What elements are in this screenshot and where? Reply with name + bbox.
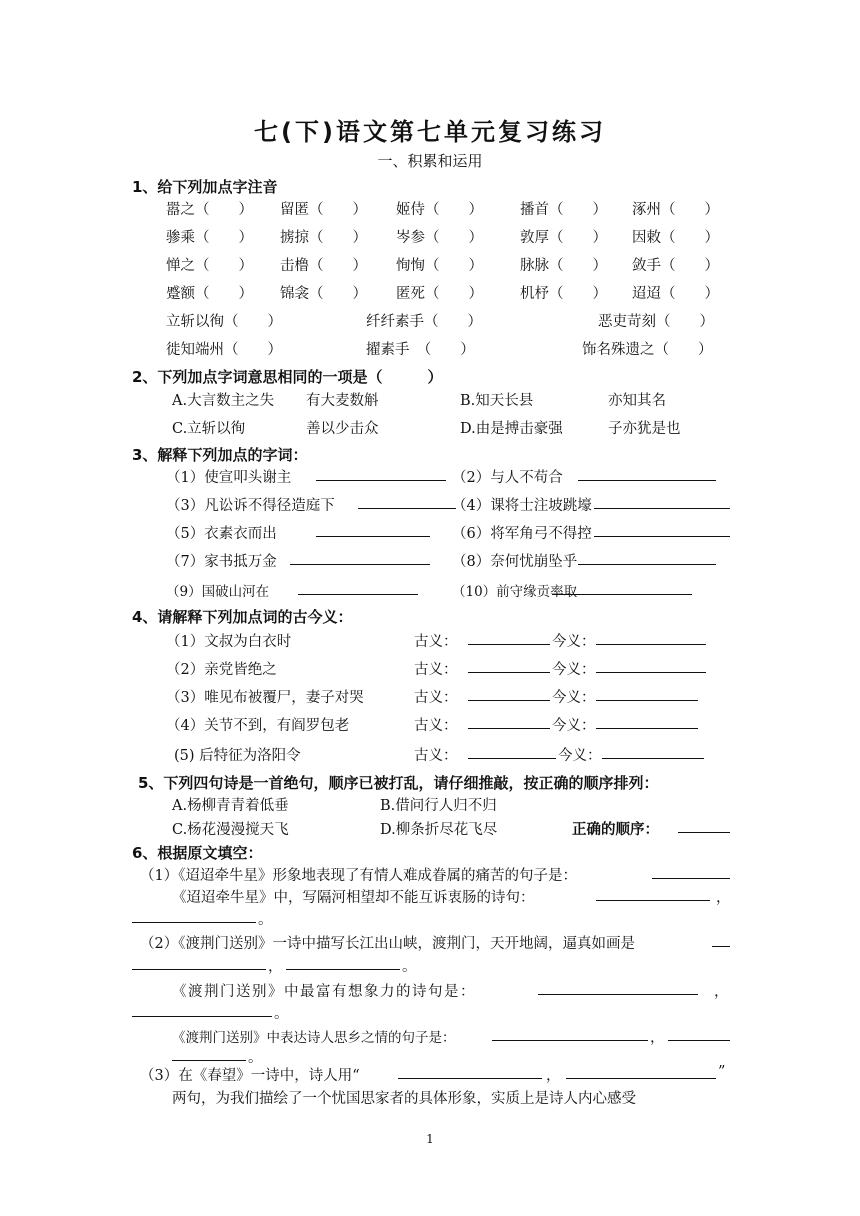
- q4-jin-blank[interactable]: [596, 630, 706, 645]
- q4-jin-label: 今义：: [552, 690, 596, 706]
- page-number: 1: [426, 1132, 434, 1146]
- q6-blank-6[interactable]: [286, 955, 400, 970]
- q6-comma-2: ，: [716, 890, 731, 906]
- q1-item: 迢迢（ ）: [632, 286, 719, 302]
- q4-item: （4）关节不到，有阎罗包老: [166, 718, 350, 734]
- q3-item: （2）与人不苟合: [452, 470, 563, 486]
- q6-blank-9[interactable]: [492, 1026, 648, 1041]
- q4-jin-blank[interactable]: [602, 744, 704, 759]
- q2-option-d: D.由是搏击豪强: [460, 421, 563, 437]
- q5-option-a: A.杨柳青青着低垂: [172, 798, 289, 814]
- q1-item: 恶吏苛刻（ ）: [598, 314, 714, 330]
- q3-answer-blank[interactable]: [578, 550, 716, 565]
- q4-jin-label: 今义：: [552, 662, 596, 678]
- q3-answer-blank[interactable]: [594, 494, 730, 509]
- q5-option-d: D.柳条折尽花飞尽: [380, 822, 498, 838]
- q6-blank-11[interactable]: [172, 1046, 246, 1061]
- q6-line-4: （2）《渡荆门送别》一诗中描写长江出山峡，渡荆门，天开地阔，逼真如画是: [140, 936, 635, 952]
- q6-blank-5[interactable]: [132, 955, 266, 970]
- q3-answer-blank[interactable]: [552, 580, 692, 595]
- q6-comma-10: ，: [546, 1068, 561, 1084]
- q3-item: （5）衣素衣而出: [166, 526, 277, 542]
- q4-jin-label: 今义：: [558, 748, 602, 764]
- q6-comma-6: ，: [714, 984, 729, 1000]
- q6-blank-8[interactable]: [132, 1002, 272, 1017]
- q4-item: (5) 后特征为洛阳令: [174, 748, 301, 764]
- q1-item: 机杼（ ）: [520, 286, 607, 302]
- q1-item: 纤纤素手（ ）: [366, 314, 482, 330]
- q1-item: 脉脉（ ）: [520, 258, 607, 274]
- q6-close-quote: ”: [718, 1064, 726, 1080]
- q1-item: 敦厚（ ）: [520, 230, 607, 246]
- q2-option-d2: 子亦犹是也: [608, 421, 681, 437]
- q6-blank-2[interactable]: [596, 886, 710, 901]
- q2-option-b2: 亦知其名: [608, 393, 666, 409]
- q5-option-b: B.借问行人归不归: [380, 798, 497, 814]
- q3-answer-blank[interactable]: [316, 466, 446, 481]
- q3-answer-blank[interactable]: [316, 522, 430, 537]
- q4-gu-blank[interactable]: [468, 714, 550, 729]
- q4-item: （3）唯见布被覆尸，妻子对哭: [166, 690, 364, 706]
- q4-gu-blank[interactable]: [468, 658, 550, 673]
- q6-blank-7[interactable]: [538, 980, 698, 995]
- q6-period-9: 。: [248, 1050, 263, 1066]
- q1-heading: 1、给下列加点字注音: [132, 178, 278, 196]
- q2-heading: 2、下列加点字词意思相同的一项是（ ）: [132, 368, 443, 386]
- q4-jin-label: 今义：: [552, 718, 596, 734]
- q6-blank-1[interactable]: [652, 864, 730, 879]
- q4-gu-label: 古义：: [414, 690, 458, 706]
- q3-item: （8）奈何忧崩坠乎: [452, 554, 578, 570]
- q3-item: （10）前守缘贡率取: [452, 584, 578, 600]
- q6-line-2: 《迢迢牵牛星》中，写隔河相望却不能互诉衷肠的诗句：: [172, 890, 535, 906]
- q2-option-a: A.大言数主之失: [172, 393, 275, 409]
- q6-line-1: （1）《迢迢牵牛星》形象地表现了有情人难成眷属的痛苦的句子是：: [140, 868, 577, 884]
- q3-heading: 3、解释下列加点的字词：: [132, 446, 308, 464]
- q6-comma-8: ，: [650, 1030, 665, 1046]
- q5-option-c: C.杨花漫漫搅天飞: [172, 822, 289, 838]
- q4-jin-label: 今义：: [552, 634, 596, 650]
- q6-period-3: 。: [258, 912, 273, 928]
- q4-heading: 4、请解释下列加点词的古今义：: [132, 608, 353, 626]
- q3-item: （4）课将士注坡跳壕: [452, 498, 592, 514]
- q1-item: 擢素手 （ ）: [366, 342, 475, 358]
- q6-blank-4[interactable]: [712, 932, 730, 947]
- q1-item: 锦衾（ ）: [280, 286, 367, 302]
- q1-item: 惮之（ ）: [166, 258, 253, 274]
- q1-item: 恂恂（ ）: [396, 258, 483, 274]
- q2-option-b: B.知天长县: [460, 393, 534, 409]
- q6-blank-12[interactable]: [398, 1064, 542, 1079]
- q6-blank-10[interactable]: [668, 1026, 730, 1041]
- q4-item: （1）文叔为白衣时: [166, 634, 292, 650]
- q2-option-c2: 善以少击众: [306, 421, 379, 437]
- q1-item: 留匿（ ）: [280, 202, 367, 218]
- q3-item: （6）将军角弓不得控: [452, 526, 592, 542]
- q4-gu-blank[interactable]: [468, 686, 550, 701]
- q6-blank-3[interactable]: [132, 908, 256, 923]
- q2-option-a2: 有大麦数斛: [306, 393, 379, 409]
- q3-answer-blank[interactable]: [578, 466, 716, 481]
- q4-jin-blank[interactable]: [596, 714, 698, 729]
- q3-answer-blank[interactable]: [594, 522, 730, 537]
- q1-item: 掳掠（ ）: [280, 230, 367, 246]
- q1-item: 徙知端州（ ）: [166, 342, 282, 358]
- q4-jin-blank[interactable]: [596, 686, 698, 701]
- q4-gu-label: 古义：: [414, 662, 458, 678]
- q4-item: （2）亲党皆绝之: [166, 662, 277, 678]
- q1-item: 骖乘（ ）: [166, 230, 253, 246]
- section-heading: 一、积累和运用: [377, 152, 483, 170]
- q1-item: 击橹（ ）: [280, 258, 367, 274]
- q3-answer-blank[interactable]: [358, 494, 456, 509]
- q3-item: （9）国破山河在: [166, 584, 270, 600]
- q1-item: 姬侍（ ）: [396, 202, 483, 218]
- q3-item: （3）凡讼诉不得径造庭下: [166, 498, 335, 514]
- q3-answer-blank[interactable]: [298, 580, 418, 595]
- q6-line-10: （3）在《春望》一诗中，诗人用“: [140, 1068, 360, 1084]
- q4-gu-label: 古义：: [414, 718, 458, 734]
- q6-heading: 6、根据原文填空：: [132, 844, 263, 862]
- q4-gu-blank[interactable]: [468, 744, 556, 759]
- q6-line-11: 两句，为我们描绘了一个忧国思家者的具体形象，实质上是诗人内心感受: [172, 1091, 636, 1107]
- q3-item: （7）家书抵万金: [166, 554, 277, 570]
- q6-comma-5: ，: [268, 959, 283, 975]
- q1-item: 嚣之（ ）: [166, 202, 253, 218]
- q1-item: 蹙额（ ）: [166, 286, 253, 302]
- q1-item: 匿死（ ）: [396, 286, 483, 302]
- q5-answer-label: 正确的顺序：: [572, 822, 659, 838]
- q6-blank-13[interactable]: [566, 1064, 716, 1079]
- q3-item: （1）使宣叩头谢主: [166, 470, 292, 486]
- q6-period-5: 。: [402, 959, 417, 975]
- q1-item: 敛手（ ）: [632, 258, 719, 274]
- page-title: 七(下)语文第七单元复习练习: [254, 118, 606, 146]
- q2-option-c: C.立斩以徇: [172, 421, 246, 437]
- q6-line-6: 《渡荆门送别》中最富有想象力的诗句是：: [172, 984, 476, 1000]
- q4-gu-blank[interactable]: [468, 630, 550, 645]
- q4-gu-label: 古义：: [414, 634, 458, 650]
- q5-answer-blank[interactable]: [678, 818, 730, 833]
- q1-item: 饰名殊遗之（ ）: [582, 342, 713, 358]
- q6-line-8: 《渡荆门送别》中表达诗人思乡之情的句子是：: [172, 1030, 456, 1046]
- q1-item: 立斩以徇（ ）: [166, 314, 282, 330]
- q6-period-7: 。: [274, 1006, 289, 1022]
- q3-answer-blank[interactable]: [290, 550, 430, 565]
- q1-item: 因敕（ ）: [632, 230, 719, 246]
- q4-gu-label: 古义：: [414, 748, 458, 764]
- q1-item: 播首（ ）: [520, 202, 607, 218]
- q4-jin-blank[interactable]: [596, 658, 706, 673]
- q1-item: 岑参（ ）: [396, 230, 483, 246]
- q5-heading: 5、下列四句诗是一首绝句，顺序已被打乱，请仔细推敲，按正确的顺序排列：: [138, 774, 659, 792]
- q1-item: 涿州（ ）: [632, 202, 719, 218]
